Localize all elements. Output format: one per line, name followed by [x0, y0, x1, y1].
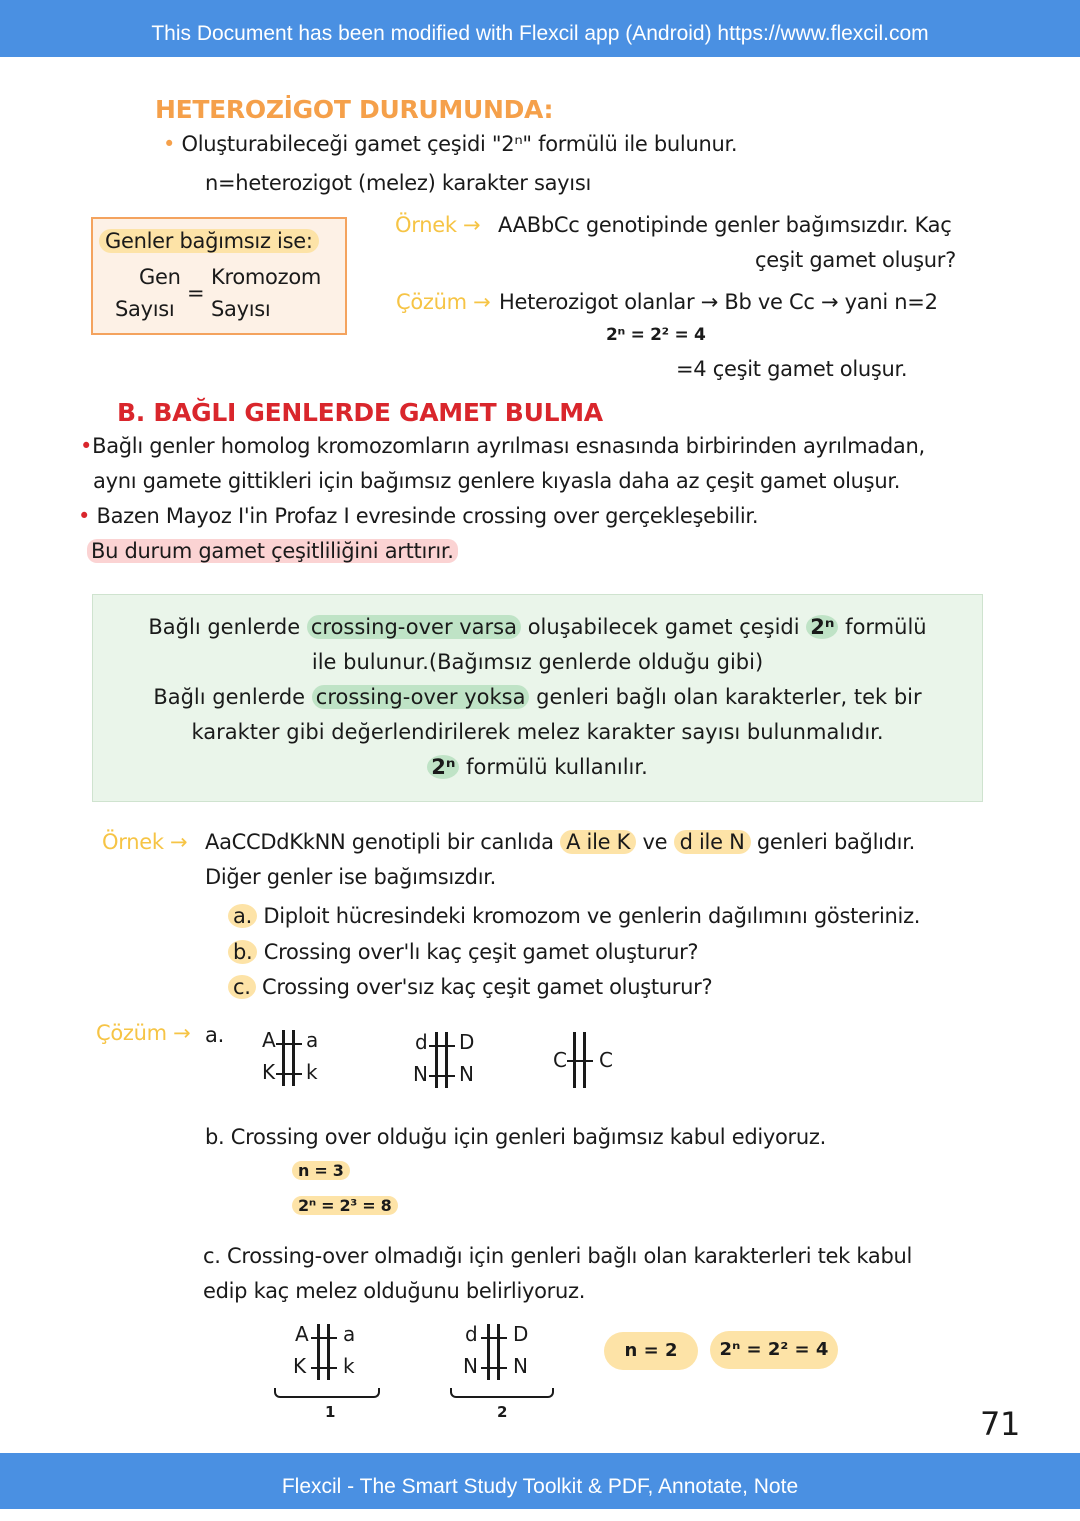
box-kromozom: Kromozom: [211, 265, 322, 289]
section-b-para-1b: aynı gamete gittikleri için bağımsız genlere kıyasla daha az çeşit gamet oluşur.: [93, 469, 901, 493]
brace-1-label: 1: [325, 1403, 336, 1421]
linked-genes-info-box: [92, 594, 983, 802]
solution1-label: Çözüm →: [396, 290, 491, 314]
box-gen: Gen: [139, 265, 181, 289]
green-line-5: 2ⁿ formülü kullanılır.: [93, 755, 982, 779]
n-definition: n=heterozigot (melez) karakter sayısı: [205, 171, 592, 195]
example1-question-1: AABbCc genotipinde genler bağımsızdır. Kaç: [498, 213, 952, 237]
green-line-4: karakter gibi değerlendirilerek melez karakter sayısı bulunmalıdır.: [191, 720, 884, 744]
section-b-para-3: Bu durum gamet çeşitliliğini arttırır.: [87, 539, 458, 563]
example2-question-1: AaCCDdKkNN genotipli bir canlıda A ile K ve d ile N genleri bağlıdır.: [205, 830, 915, 854]
solution2-c-n: n = 2: [604, 1332, 698, 1370]
page-number: 71: [980, 1405, 1021, 1443]
solution2-label: Çözüm →: [96, 1021, 191, 1045]
solution2-a-label: a.: [205, 1023, 224, 1047]
flexcil-bottom-banner: Flexcil - The Smart Study Toolkit & PDF, Annotate, Note: [0, 1453, 1080, 1509]
section-b-para-2: • Bazen Mayoz I'in Profaz I evresinde crossing over gerçekleşebilir.: [78, 504, 759, 528]
flexcil-top-banner: This Document has been modified with Flexcil app (Android) https://www.flexcil.com: [0, 0, 1080, 57]
box-equals: =: [187, 281, 205, 305]
independent-genes-box: [91, 217, 347, 335]
section-b-heading: B. BAĞLI GENLERDE GAMET BULMA: [117, 398, 603, 427]
chromosome-pair-ak: A a K k: [262, 1028, 319, 1084]
green-line-3: Bağlı genlerde crossing-over yoksa genleri bağlı olan karakterler, tek bir: [153, 685, 922, 709]
brace-1: [274, 1388, 380, 1398]
solution2-b-text: b. Crossing over olduğu için genleri bağımsız kabul ediyoruz.: [205, 1125, 827, 1149]
solution1-line-2: 2ⁿ = 2² = 4: [606, 325, 706, 345]
example1-label: Örnek →: [395, 213, 481, 237]
solution2-b-n: n = 3: [292, 1161, 350, 1180]
example2-item-c: c. Crossing over'sız kaç çeşit gamet oluşturur?: [228, 975, 712, 999]
solution1-line-1: Heterozigot olanlar → Bb ve Cc → yani n=2: [499, 290, 938, 314]
box-sayisi-2: Sayısı: [211, 297, 271, 321]
solution2-c-line-2: edip kaç melez olduğunu belirliyoruz.: [203, 1279, 586, 1303]
hetero-bullet-text: Oluşturabileceği gamet çeşidi "2ⁿ" formülü ile bulunur.: [181, 132, 738, 156]
solution2-c-line-1: c. Crossing-over olmadığı için genleri bağlı olan karakterleri tek kabul: [203, 1244, 913, 1268]
chromosome-pair-c: C C: [553, 1030, 633, 1090]
green-line-2: ile bulunur.(Bağımsız genlerde olduğu gibi): [311, 650, 764, 674]
para-1a-text: Bağlı genler homolog kromozomların ayrılması esnasında birbirinden ayrılmadan,: [92, 434, 925, 458]
brace-2-label: 2: [497, 1403, 508, 1421]
linked-chromosome-dn: d D N N: [463, 1322, 529, 1378]
box-sayisi-1: Sayısı: [115, 297, 175, 321]
hetero-bullet: • Oluşturabileceği gamet çeşidi "2ⁿ" formülü ile bulunur.: [163, 132, 738, 156]
section-b-para-1a: •Bağlı genler homolog kromozomların ayrılması esnasında birbirinden ayrılmadan,: [80, 434, 925, 458]
green-line-1: Bağlı genlerde crossing-over varsa oluşabilecek gamet çeşidi 2ⁿ formülü: [148, 615, 927, 639]
brace-2: [450, 1388, 554, 1398]
chromosome-pair-dn: d D N N: [413, 1030, 475, 1086]
box-title: Genler bağımsız ise:: [99, 229, 319, 253]
solution1-line-3: =4 çeşit gamet oluşur.: [676, 357, 908, 381]
heterozigot-heading: HETEROZİGOT DURUMUNDA:: [155, 95, 554, 124]
para-2-text: Bazen Mayoz I'in Profaz I evresinde crossing over gerçekleşebilir.: [96, 504, 759, 528]
linked-chromosome-ak: A a K k: [293, 1322, 356, 1378]
example2-question-2: Diğer genler ise bağımsızdır.: [205, 865, 497, 889]
example2-label: Örnek →: [102, 830, 188, 854]
solution2-c-calc: 2ⁿ = 2² = 4: [710, 1331, 838, 1369]
example2-item-a: a. Diploit hücresindeki kromozom ve genlerin dağılımını gösteriniz.: [228, 904, 920, 928]
example1-question-2: çeşit gamet oluşur?: [755, 248, 956, 272]
example2-item-b: b. Crossing over'lı kaç çeşit gamet oluşturur?: [228, 940, 698, 964]
solution2-b-calc: 2ⁿ = 2³ = 8: [292, 1196, 398, 1215]
